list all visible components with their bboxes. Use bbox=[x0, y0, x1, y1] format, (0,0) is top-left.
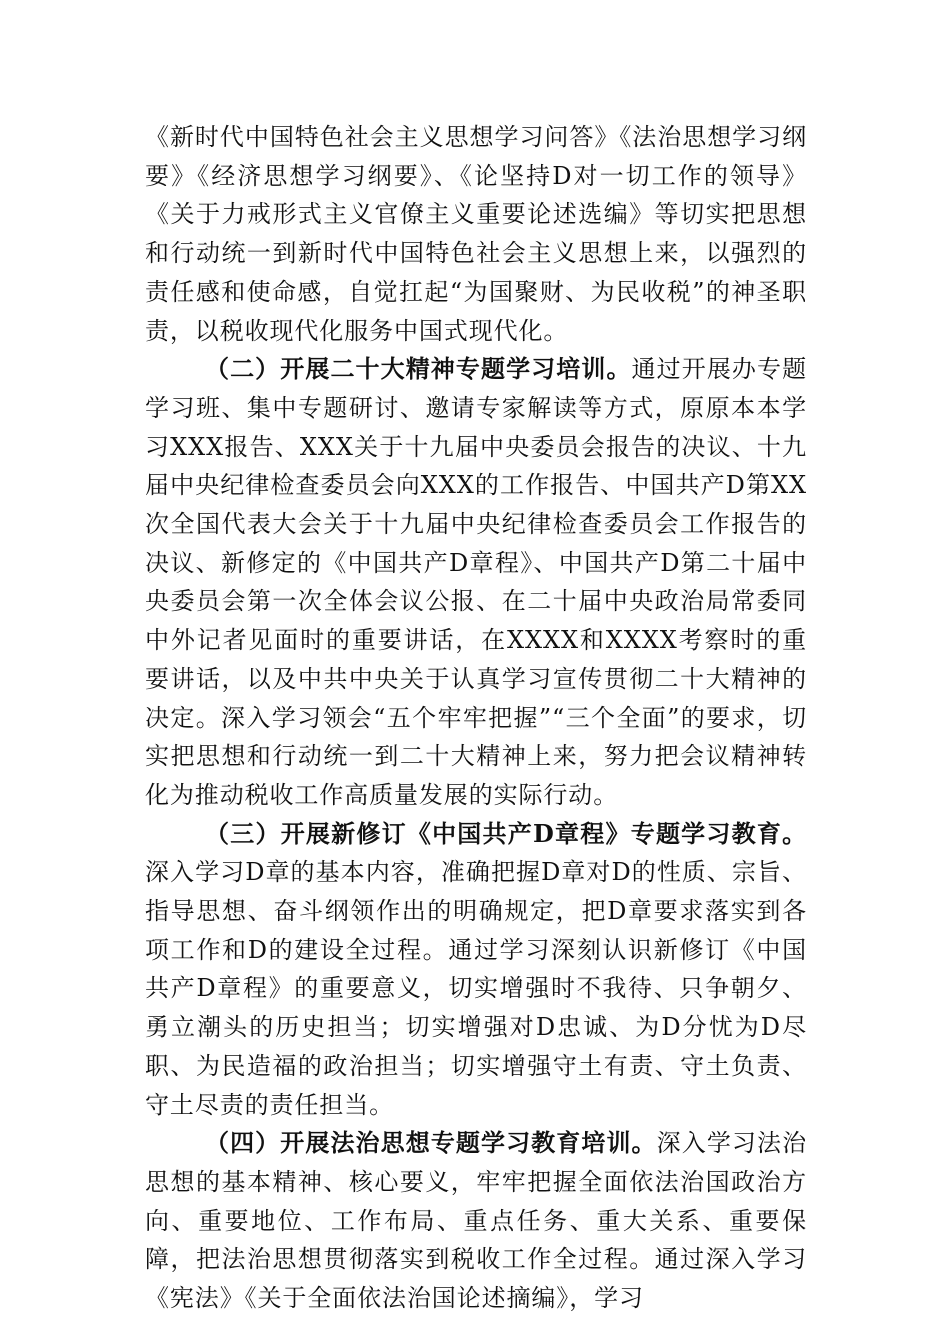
paragraph-continuation bbox=[145, 118, 807, 350]
section-paragraph-3 bbox=[145, 815, 807, 1125]
section-heading: （四）开展法治思想专题学习教育培训。 bbox=[205, 1128, 657, 1158]
section-paragraph-4 bbox=[145, 1124, 807, 1318]
section-heading: （三）开展新修订《中国共产D章程》专题学习教育。 bbox=[205, 818, 807, 848]
paragraph-body: 深入学习法治思想的基本精神、核心要义，牢牢把握全面依法治国政治方向、重要地位、工作布局、重点任务、重大关系、重要保障，把法治思想贯彻落实到税收工作全过程。通过深入学习《宪法》《关于全面依法治国论述摘编》，学习 bbox=[145, 1129, 807, 1313]
section-paragraph-2 bbox=[145, 350, 807, 814]
document-body bbox=[145, 118, 807, 1318]
section-heading: （二）开展二十大精神专题学习培训。 bbox=[205, 354, 632, 384]
paragraph-body: 《新时代中国特色社会主义思想学习问答》《法治思想学习纲要》《经济思想学习纲要》、《论坚持D对一切工作的领导》《关于力戒形式主义官僚主义重要论述选编》等切实把思想和行动统一到新时代中国特色社会主义思想上来，以强烈的责任感和使命感，自觉扛起“为国聚财、为民收税”的神圣职责，以税收现代化服务中国式现代化。 bbox=[145, 123, 807, 345]
paragraph-body: 深入学习D章的基本内容，准确把握D章对D的性质、宗旨、指导思想、奋斗纲领作出的明确规定，把D章要求落实到各项工作和D的建设全过程。通过学习深刻认识新修订《中国共产D章程》的重要意义，切实增强时不我待、只争朝夕、勇立潮头的历史担当；切实增强对D忠诚、为D分忧为D尽职、为民造福的政治担当；切实增强守土有责、守土负责、守土尽责的责任担当。 bbox=[145, 858, 807, 1119]
paragraph-body: 通过开展办专题学习班、集中专题研讨、邀请专家解读等方式，原原本本学习XXX报告、XXX关于十九届中央委员会报告的决议、十九届中央纪律检查委员会向XXX的工作报告、中国共产D第XX次全国代表大会关于十九届中央纪律检查委员会工作报告的决议、新修定的《中国共产D章程》、中国共产D第二十届中央委员会第一次全体会议公报、在二十届中央政治局常委同中外记者见面时的重要讲话，在XXXX和XXXX考察时的重要讲话，以及中共中央关于认真学习宣传贯彻二十大精神的决定。深入学习领会“五个牢牢把握”“三个全面”的要求，切实把思想和行动统一到二十大精神上来，努力把会议精神转化为推动税收工作高质量发展的实际行动。 bbox=[145, 355, 807, 809]
